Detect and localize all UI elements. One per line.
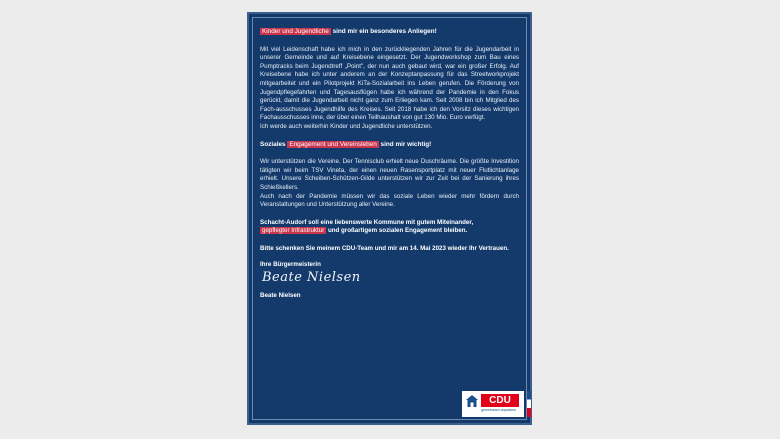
paragraph-kommune-rest: und großartigem sozialen Engagement bleiben. — [326, 227, 468, 235]
heading-engagement-highlight: Engagement und Vereinsleben — [289, 140, 377, 148]
heading-kinder-highlight: Kinder und Jugendliche — [262, 28, 329, 35]
paragraph-jugend-unterstuetzung: Ich werde auch weiterhin Kinder und Jugendliche unterstützen. — [260, 122, 433, 130]
paragraph-jugendarbeit: Mit viel Leidenschaft habe ich mich in den zurückliegenden Jahren für die Jugendarbeit in unserer Gemeinde und auf Kreisebene eingesetzt. Der Jugendworkshop zum Bau eines Pumptracks beim Jugendtreff „Point", der nun auch gebaut wird, war ein großer Erfolg. Auf Kreisebene habe ich unter anderem an der Konzeptanpassung für das Streetworkprojekt mitgearbeitet und ein Pilotprojekt KiTa-Sozialarbeit ins Leben gerufen. Die Förderung von Jugendpflegefahrten und Tagesausflügen habe ich während der Pandemie in den Fokus gerückt, damit die Jugendarbeit nicht ganz zum Erliegen kam. Seit 2008 bin ich Mitglied des Fach-ausschusses Jugendhilfe des Kreises. Seit 2018 habe ich den Vorsitz dieses wichtigen Fachausschusses inne, der über einen Teilhaushalt von gut 130 Mio. Euro verfügt. — [260, 45, 519, 122]
flyer — [247, 12, 532, 425]
flag-stripe — [527, 391, 531, 417]
heading-engagement-rest: sind mir wichtig! — [378, 140, 432, 148]
house-icon — [465, 394, 479, 408]
cdu-logo-text: CDU — [481, 394, 519, 407]
cdu-logo — [462, 391, 524, 417]
signature: Beate Nielsen — [262, 270, 361, 286]
heading-engagement — [260, 141, 519, 150]
paragraph-kommune-pre: Schacht-Audorf soll eine liebenswerte Kommune mit gutem Miteinander, — [260, 218, 474, 226]
cdu-logo-tagline: gemeinsam anpacken — [481, 408, 517, 412]
flyer-content — [252, 17, 527, 420]
heading-engagement-pre: Soziales — [260, 140, 288, 148]
paragraph-pandemie: Auch nach der Pandemie müssen wir das soziale Leben wieder mehr fördern durch Veranstaltungen und Unterstützung aller Vereine. — [260, 192, 519, 209]
paragraph-kommune — [260, 219, 519, 236]
paragraph-kommune-highlight: gepflegter Infrastruktur — [262, 227, 325, 235]
signer-name: Beate Nielsen — [260, 292, 301, 300]
paragraph-vertrauen: Bitte schenken Sie meinem CDU-Team und mir am 14. Mai 2023 wieder Ihr Vertrauen. — [260, 244, 509, 252]
paragraph-vereine: Wir unterstützen die Vereine. Der Tennisclub erhielt neue Duschräume. Die größte Investition tätigten wir beim TSV Vineta, der einen neuen Rasensportplatz mit neuer Flutlichtanlage erhielt. Unsere Scheiben-Schützen-Gilde unterstützen wir zur Zeit bei der Sanierung ihres Schießkellers. — [260, 158, 519, 191]
heading-kinder — [260, 28, 519, 37]
signoff: Ihre Bürgermeisterin — [260, 261, 321, 269]
heading-kinder-rest: sind mir ein besonderes Anliegen! — [330, 28, 437, 35]
